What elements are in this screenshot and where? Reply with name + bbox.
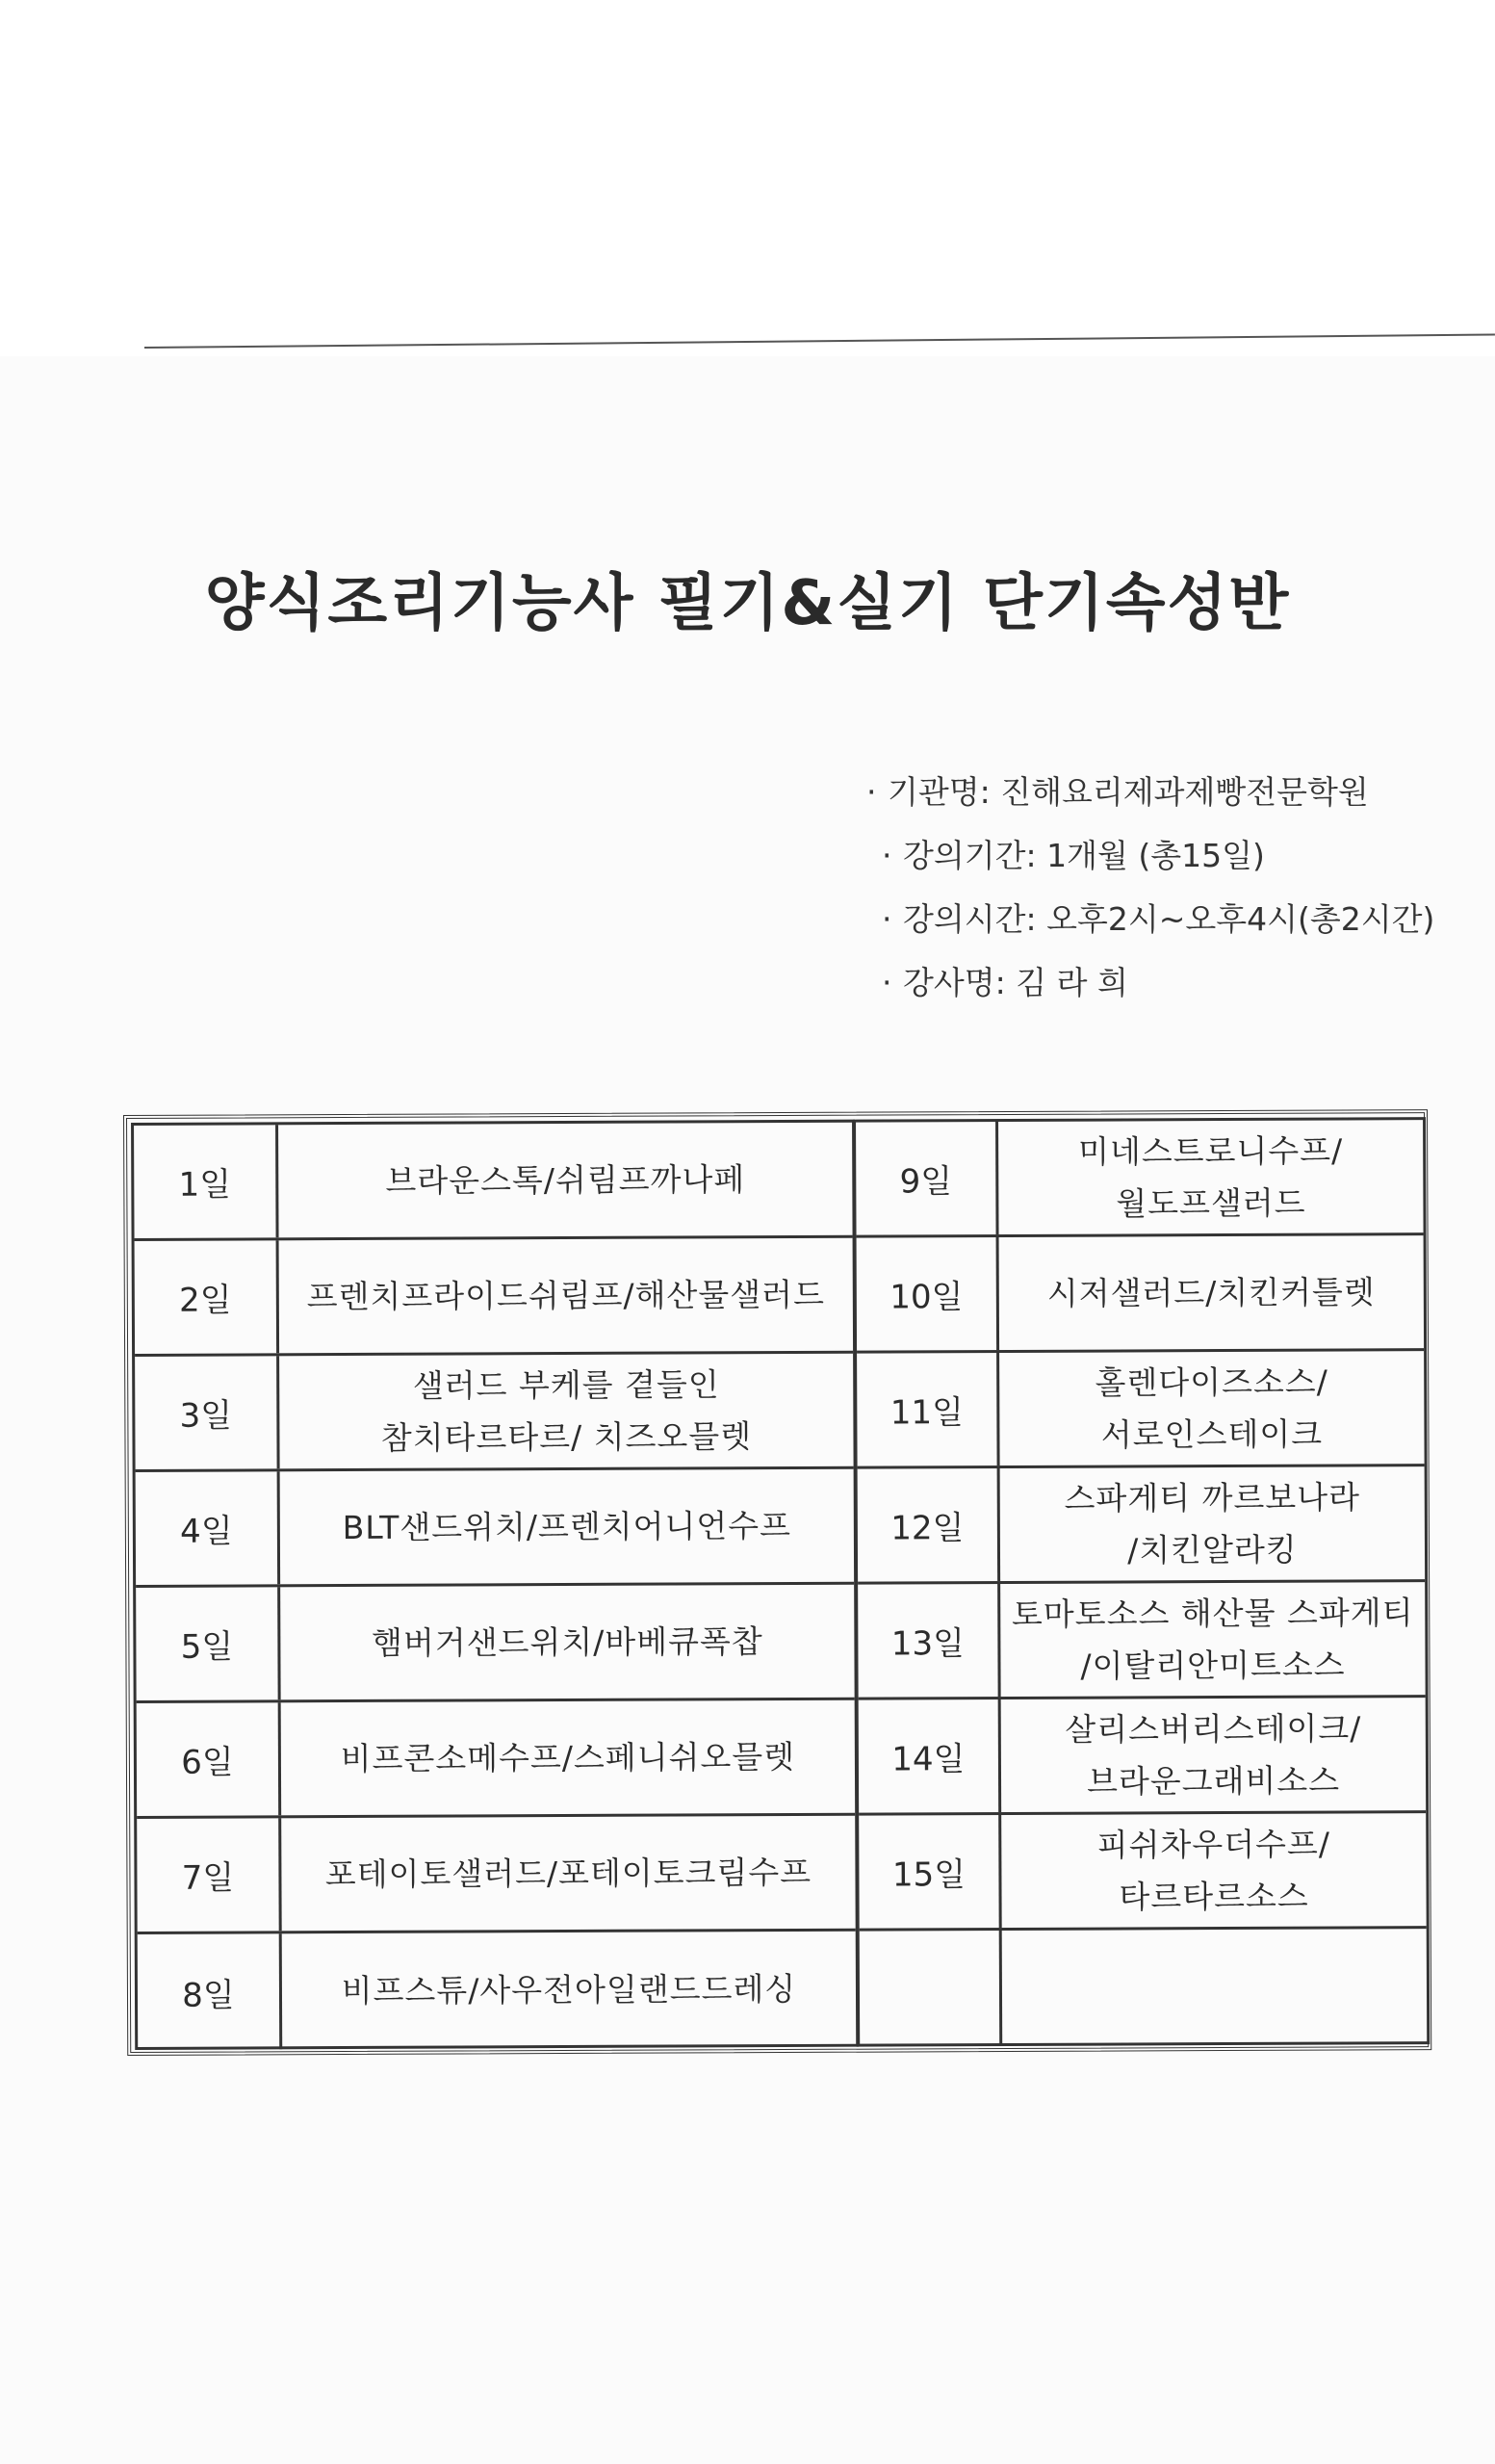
table-row <box>857 1351 1425 1469</box>
day-cell: 7일 <box>137 1818 282 1932</box>
menu-line: 살리스버리스테이크/ <box>1065 1708 1362 1749</box>
menu-line: 비프콘소메수프/스페니쉬오믈렛 <box>340 1737 796 1777</box>
menu-line: 브라운그래비소스 <box>1086 1760 1341 1801</box>
day-cell: 14일 <box>859 1699 1002 1813</box>
table-row <box>856 1120 1424 1238</box>
menu-line: 샐러드 부케를 곁들인 <box>412 1364 720 1405</box>
day-cell: 1일 <box>134 1125 279 1238</box>
menu-line: 비프스튜/사우전아일랜드드레싱 <box>341 1969 797 2010</box>
table-row <box>858 1582 1426 1700</box>
menu-cell <box>281 1816 856 1932</box>
info-text: 기관명: 진해요리제과제빵전문학원 <box>888 773 1369 811</box>
bullet-dot: · <box>882 900 892 938</box>
day-cell: 11일 <box>857 1353 1000 1466</box>
menu-line: /치킨알라킹 <box>1127 1530 1298 1569</box>
menu-line: 월도프샐러드 <box>1116 1183 1306 1223</box>
menu-line: 햄버거샌드위치/바베큐폭찹 <box>371 1621 763 1662</box>
bullet-dot: · <box>882 837 892 874</box>
menu-cell <box>280 1585 855 1700</box>
course-info-list <box>866 761 1434 1015</box>
day-cell: 10일 <box>857 1237 1000 1351</box>
scanned-page-top-margin <box>0 0 1495 356</box>
menu-cell <box>999 1235 1425 1350</box>
schedule-right-column <box>853 1117 1430 2047</box>
menu-line: /이탈리안미트소스 <box>1080 1645 1346 1685</box>
menu-cell <box>1002 1929 1428 2046</box>
bullet-dot: · <box>866 773 877 811</box>
info-institution <box>866 761 1434 824</box>
menu-cell <box>280 1469 855 1585</box>
menu-cell <box>1001 1813 1427 1928</box>
day-cell: 6일 <box>137 1702 282 1816</box>
day-cell: 4일 <box>136 1471 281 1585</box>
menu-line: 스파게티 까르보나라 <box>1064 1477 1361 1517</box>
table-row <box>860 1929 1428 2047</box>
table-row <box>136 1585 855 1703</box>
menu-cell <box>278 1123 853 1238</box>
day-cell: 12일 <box>858 1468 1001 1582</box>
info-text: 강의기간: 1개월 (총15일) <box>903 837 1265 874</box>
menu-cell <box>279 1354 854 1469</box>
menu-line: 토마토소스 해산물 스파게티 <box>1011 1593 1414 1633</box>
day-cell: 3일 <box>135 1356 280 1469</box>
document-title: 양식조리기능사 필기&실기 단기속성반 <box>204 568 1291 639</box>
day-cell <box>860 1931 1003 2047</box>
day-cell: 5일 <box>136 1587 281 1700</box>
menu-cell <box>1000 1582 1426 1697</box>
menu-cell <box>281 1700 856 1816</box>
table-row <box>859 1698 1427 1816</box>
day-cell: 9일 <box>856 1122 999 1235</box>
day-cell: 15일 <box>859 1815 1002 1929</box>
menu-cell <box>282 1932 857 2050</box>
menu-line: 참치타르타르/ 치즈오믈렛 <box>380 1416 753 1457</box>
menu-cell <box>1001 1698 1427 1812</box>
info-period <box>882 824 1434 888</box>
table-row <box>138 1932 857 2050</box>
table-row <box>858 1466 1426 1585</box>
day-cell: 13일 <box>858 1584 1001 1698</box>
table-row <box>859 1813 1427 1932</box>
menu-line: 미네스트로니수프/ <box>1078 1130 1344 1171</box>
menu-line: 프렌치프라이드쉬림프/해산물샐러드 <box>306 1275 825 1315</box>
menu-line: 포테이토샐러드/포테이토크림수프 <box>324 1853 812 1893</box>
menu-cell <box>998 1120 1424 1234</box>
table-row <box>137 1700 856 1819</box>
table-row <box>136 1469 855 1588</box>
day-cell: 2일 <box>135 1240 280 1354</box>
table-row <box>135 1354 854 1472</box>
menu-cell <box>999 1351 1425 1465</box>
menu-line: BLT샌드위치/프렌치어니언수프 <box>342 1506 792 1546</box>
menu-line: 서로인스테이크 <box>1100 1414 1324 1454</box>
menu-line: 시저샐러드/치킨커틀렛 <box>1046 1272 1376 1312</box>
schedule-table <box>123 1109 1431 2056</box>
menu-line: 홀렌다이즈소스/ <box>1095 1362 1328 1402</box>
bullet-dot: · <box>882 964 892 1001</box>
info-text: 강의시간: 오후2시~오후4시(총2시간) <box>903 900 1435 938</box>
info-instructor <box>882 951 1434 1015</box>
schedule-left-column <box>131 1120 859 2050</box>
info-text: 강사명: 김 라 희 <box>903 964 1128 1001</box>
info-time <box>882 888 1434 951</box>
table-row <box>135 1238 854 1357</box>
menu-line: 타르타르소스 <box>1119 1877 1309 1915</box>
table-row <box>137 1816 856 1934</box>
menu-line: 브라운스톡/쉬림프까나페 <box>385 1159 746 1200</box>
table-row <box>134 1123 853 1241</box>
table-row <box>857 1235 1425 1354</box>
day-cell: 8일 <box>138 1933 283 2050</box>
menu-cell <box>1000 1466 1426 1581</box>
menu-line: 피쉬차우더수프/ <box>1096 1825 1331 1864</box>
menu-cell <box>279 1238 854 1354</box>
